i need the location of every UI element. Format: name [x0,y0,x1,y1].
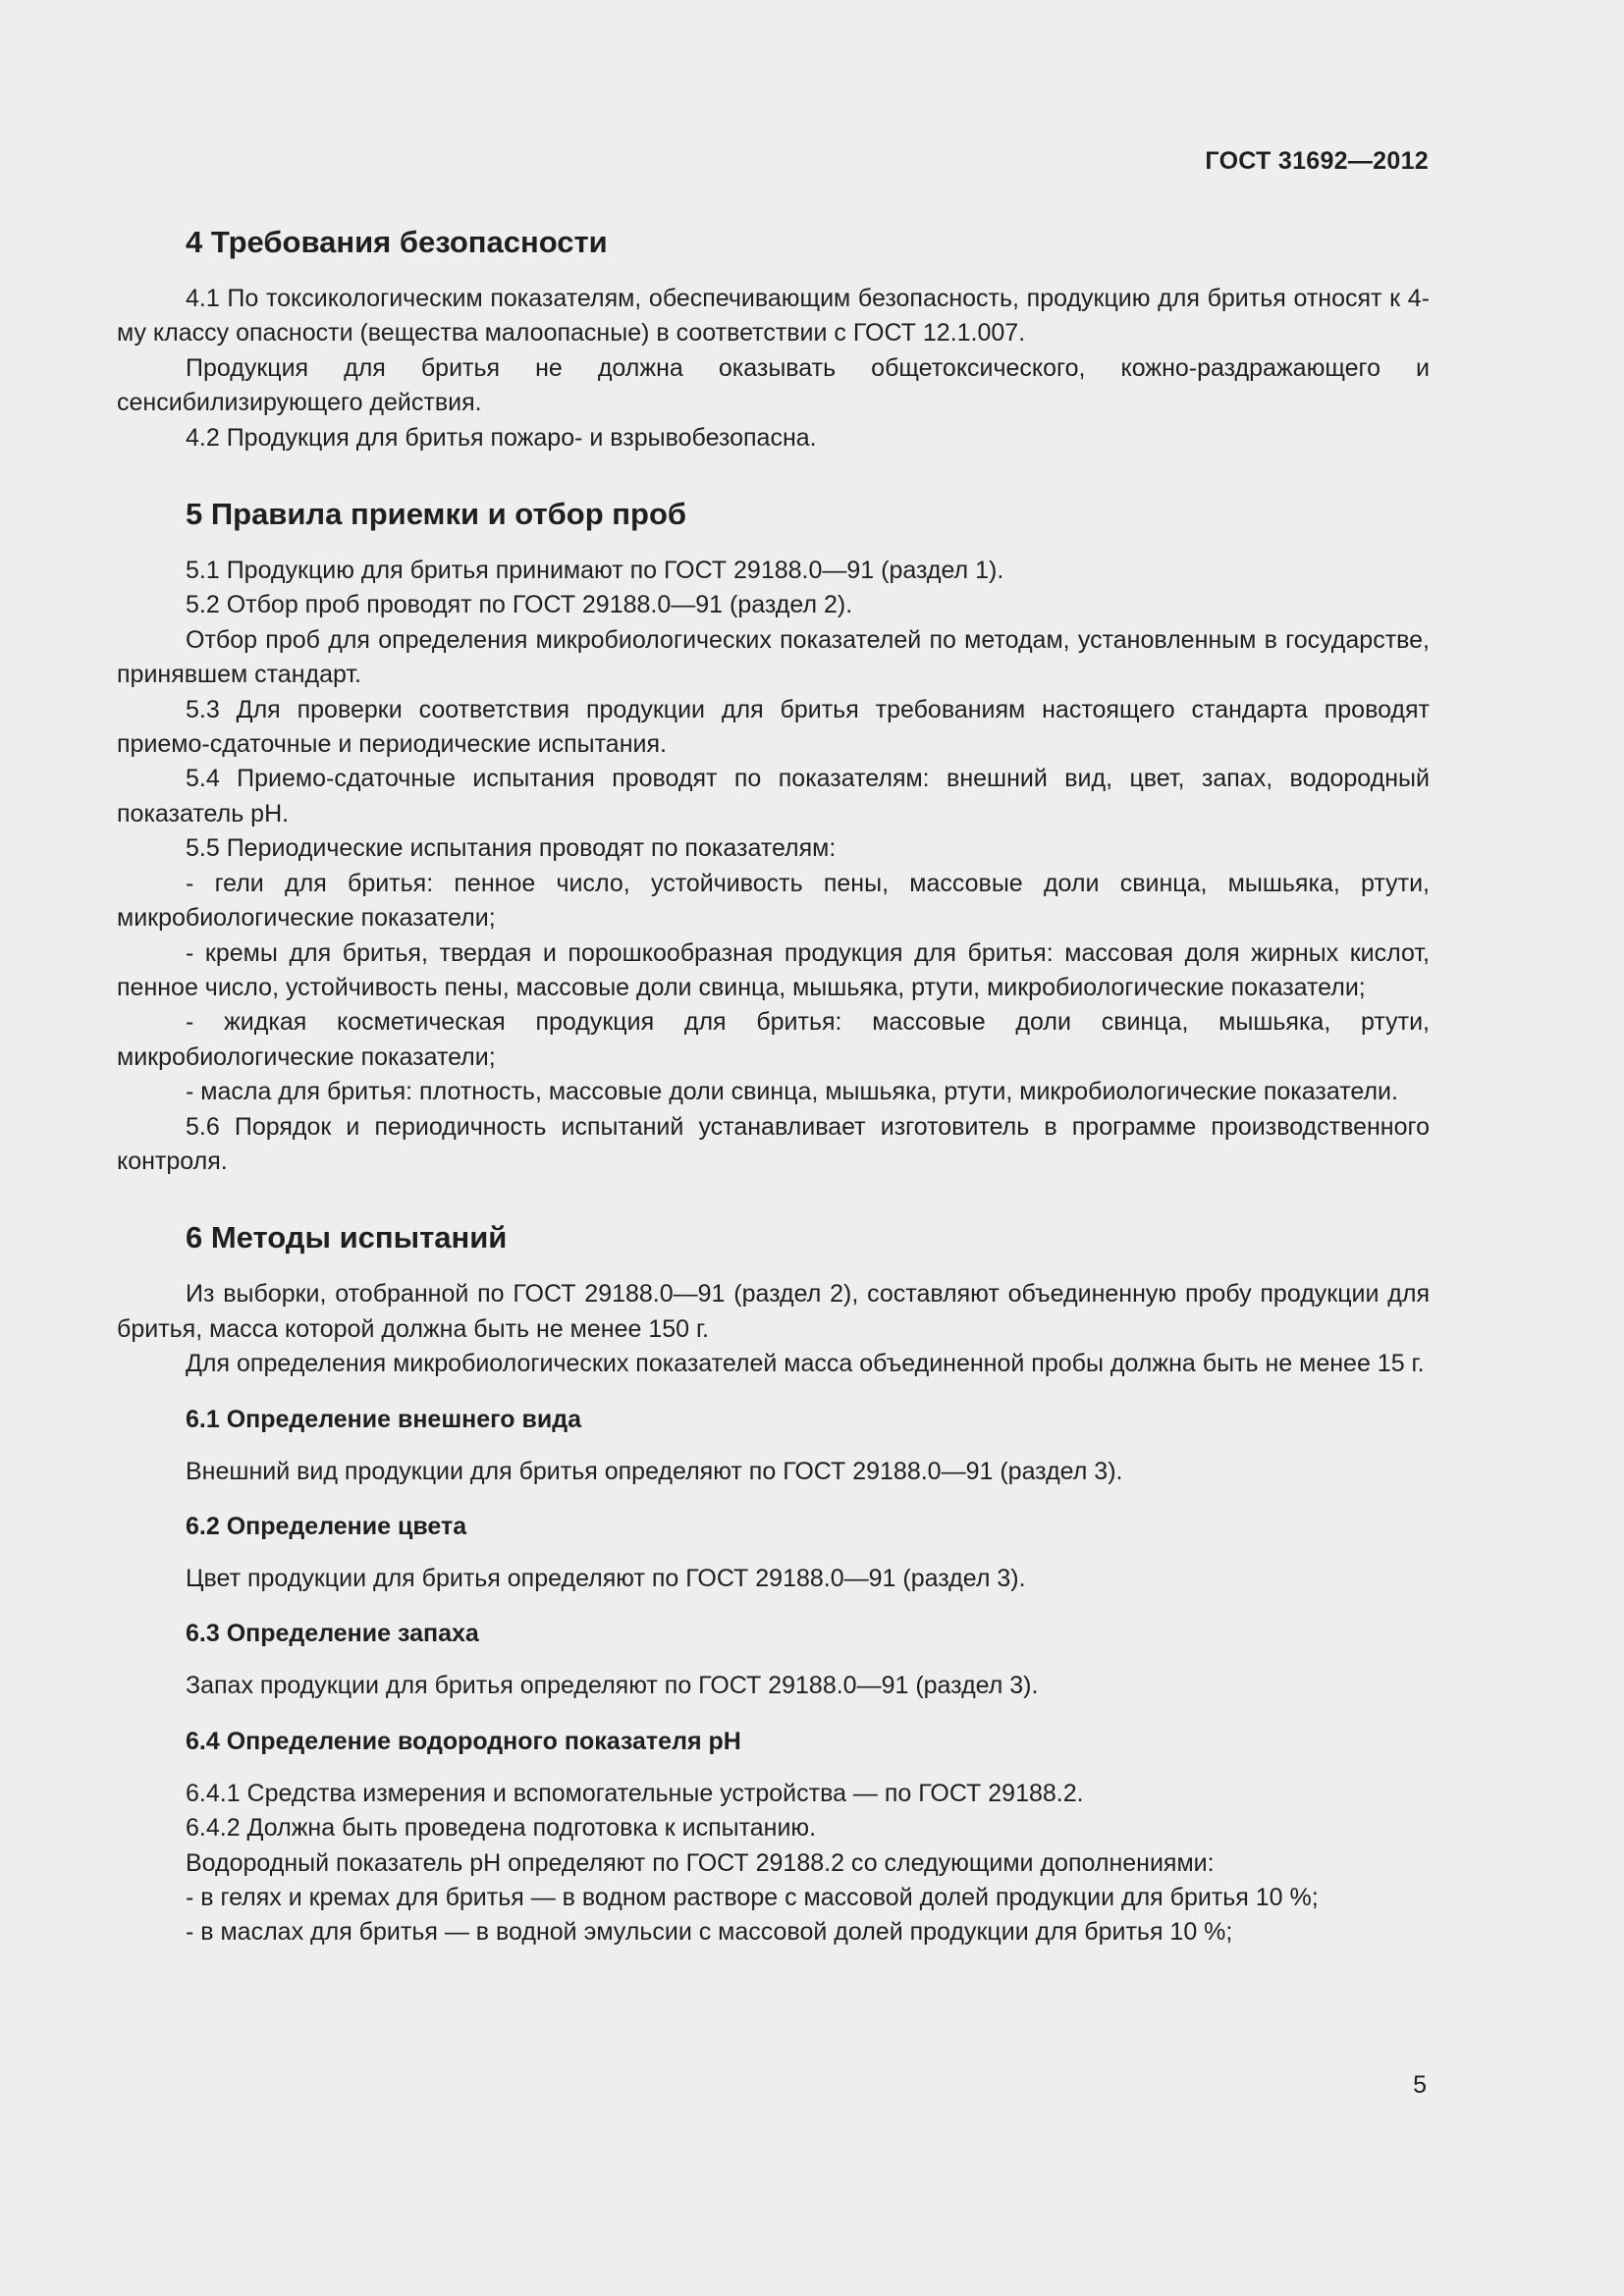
paragraph: 5.1 Продукцию для бритья принимают по ГОСТ 29188.0—91 (раздел 1). [186,557,1004,585]
section-6-title: 6 Методы испытаний [186,1220,508,1255]
section-5-title: 5 Правила приемки и отбор проб [186,497,687,532]
paragraph: Запах продукции для бритья определяют по ГОСТ 29188.0—91 (раздел 3). [186,1672,1039,1700]
subsection-6-4-title: 6.4 Определение водородного показателя рН [186,1727,741,1755]
paragraph: 5.2 Отбор проб проводят по ГОСТ 29188.0—91 (раздел 2). [186,591,853,619]
list-item: - гели для бритья: пенное число, устойчивость пены, массовые доли свинца, мышьяка, ртути, микробиологические показатели; [117,869,1430,933]
paragraph: Для определения микробиологических показателей масса объединенной пробы должна быть не менее 15 г. [186,1350,1425,1378]
paragraph: 4.2 Продукция для бритья пожаро- и взрывобезопасна. [186,423,817,452]
section-4-title: 4 Требования безопасности [186,225,608,259]
paragraph: 5.6 Порядок и периодичность испытаний устанавливает изготовитель в программе производственного контроля. [117,1112,1430,1175]
subsection-6-2-title: 6.2 Определение цвета [186,1512,467,1540]
paragraph: Из выборки, отобранной по ГОСТ 29188.0—91 (раздел 2), составляют объединенную пробу продукции для бритья, масса которой должна быть не менее 150 г. [117,1280,1430,1343]
document-body [117,221,1430,1950]
list-item: - кремы для бритья, твердая и порошкообразная продукция для бритья: массовая доля жирных кислот, пенное число, устойчивость пены, массовые доли свинца, мышьяка, ртути, микробиологические показатели; [117,938,1430,1001]
list-item: - в маслах для бритья — в водной эмульсии с массовой долей продукции для бритья 10 %; [186,1918,1233,1947]
standard-header: ГОСТ 31692—2012 [1205,147,1429,175]
paragraph: Цвет продукции для бритья определяют по ГОСТ 29188.0—91 (раздел 3). [186,1564,1026,1592]
subsection-6-3-title: 6.3 Определение запаха [186,1620,479,1648]
page-number: 5 [1413,2071,1427,2099]
paragraph: 5.4 Приемо-сдаточные испытания проводят по показателям: внешний вид, цвет, запах, водородный показатель рН. [117,765,1430,828]
paragraph: 6.4.2 Должна быть проведена подготовка к испытанию. [186,1814,817,1842]
subsection-6-1-title: 6.1 Определение внешнего вида [186,1405,581,1433]
paragraph: Отбор проб для определения микробиологических показателей по методам, установленным в государстве, принявшем стандарт. [117,625,1430,689]
paragraph: 4.1 По токсикологическим показателям, обеспечивающим безопасность, продукцию для бритья относят к 4-му классу опасности (вещества малоопасные) в соответствии с ГОСТ 12.1.007. [117,285,1430,347]
paragraph: 5.3 Для проверки соответствия продукции для бритья требованиям настоящего стандарта проводят приемо-сдаточные и периодические испытания. [117,695,1430,759]
paragraph: 6.4.1 Средства измерения и вспомогательные устройства — по ГОСТ 29188.2. [186,1779,1084,1807]
paragraph: Продукция для бритья не должна оказывать общетоксического, кожно-раздражающего и сенсибилизирующего действия. [117,353,1430,417]
list-item: - в гелях и кремах для бритья — в водном растворе с массовой долей продукции для бритья 10 %; [186,1884,1319,1911]
list-item: - жидкая косметическая продукция для бритья: массовые доли свинца, мышьяка, ртути, микробиологические показатели; [117,1008,1430,1071]
paragraph: 5.5 Периодические испытания проводят по показателям: [186,834,837,863]
list-item: - масла для бритья: плотность, массовые доли свинца, мышьяка, ртути, микробиологические показатели. [186,1078,1398,1106]
paragraph: Внешний вид продукции для бритья определяют по ГОСТ 29188.0—91 (раздел 3). [186,1457,1123,1485]
paragraph: Водородный показатель рН определяют по ГОСТ 29188.2 со следующими дополнениями: [186,1848,1215,1877]
